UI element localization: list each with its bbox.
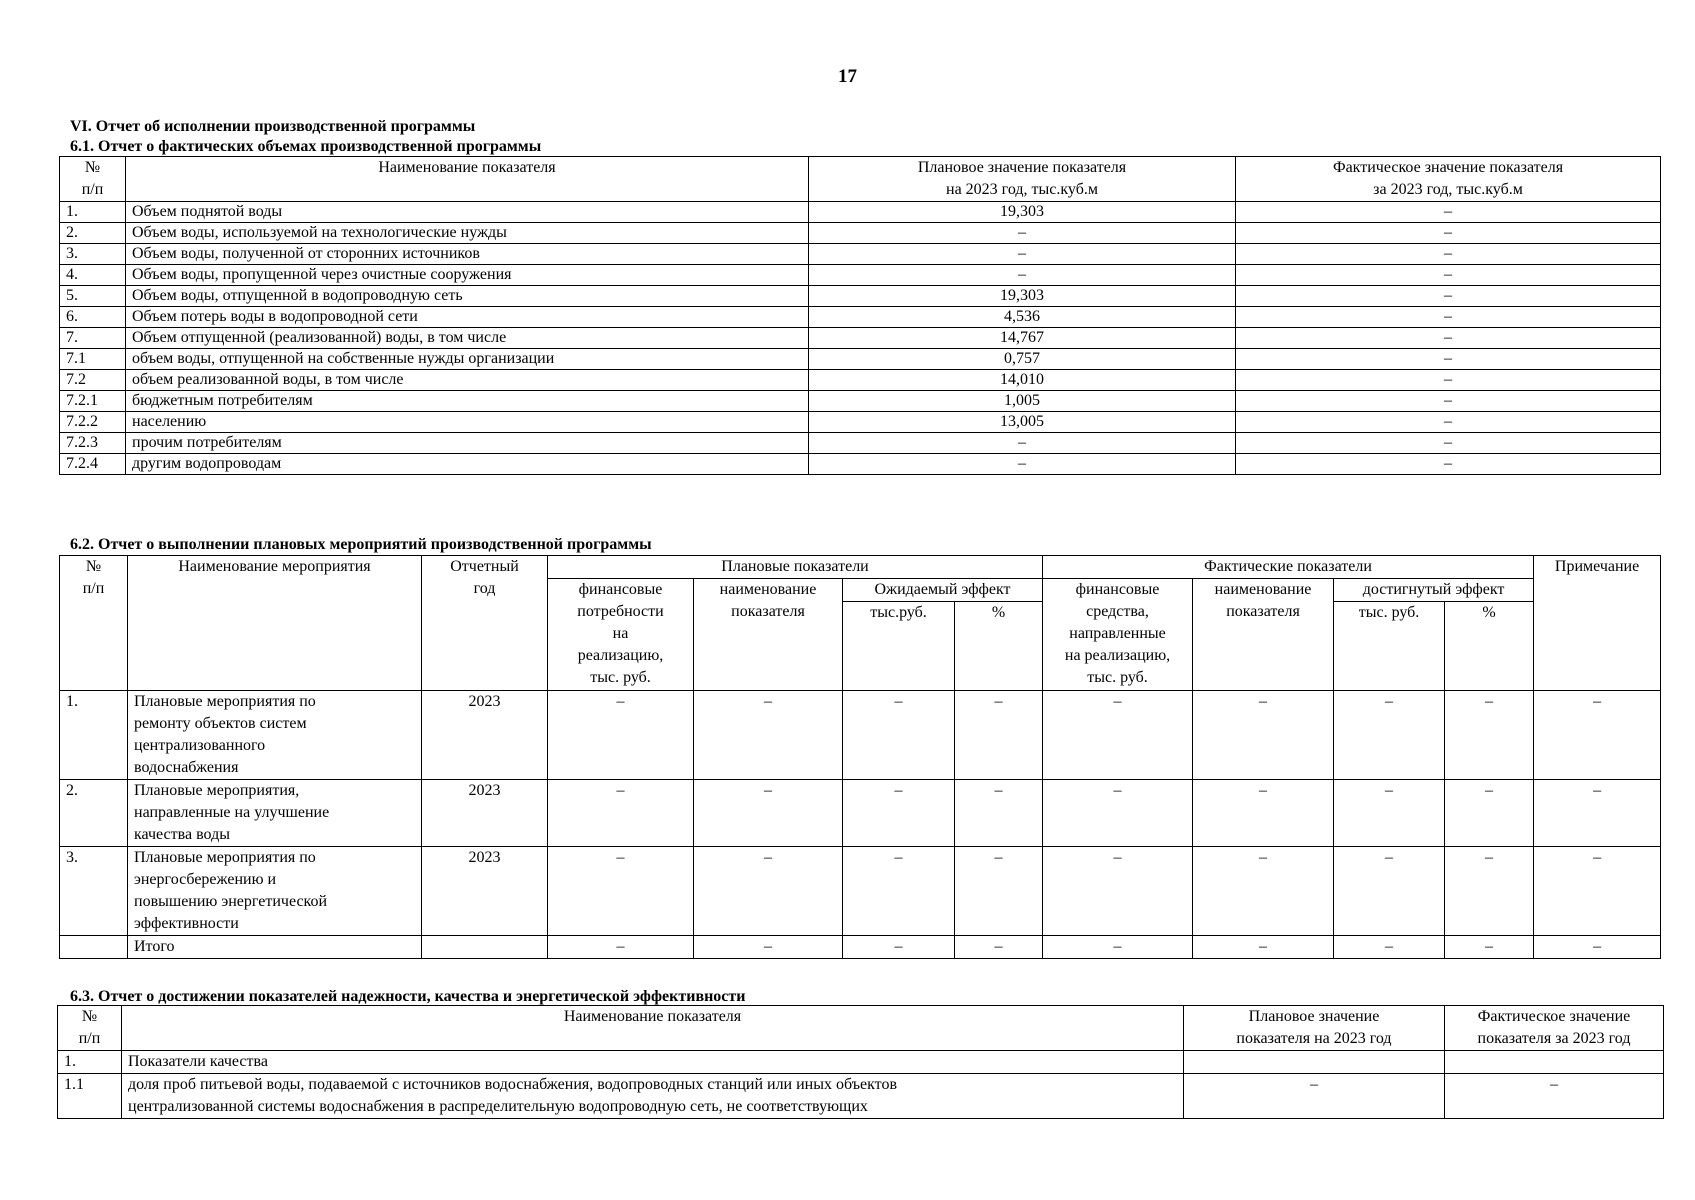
row-fact: – <box>1236 307 1661 328</box>
row-value: – <box>694 936 843 959</box>
table-row <box>60 223 1661 244</box>
header-fact-indicator: наименование показателя <box>1193 579 1334 691</box>
row-plan: 14,767 <box>809 328 1236 349</box>
row-plan: – <box>1184 1074 1445 1119</box>
row-fact: – <box>1236 370 1661 391</box>
row-plan: 0,757 <box>809 349 1236 370</box>
row-value: – <box>1334 691 1445 780</box>
row-name: Объем отпущенной (реализованной) воды, в том числе <box>126 328 809 349</box>
row-value: – <box>1043 780 1193 847</box>
header-plan-value: Плановое значение показателя на 2023 год, тыс.куб.м <box>809 157 1236 202</box>
row-num: 2. <box>60 223 126 244</box>
table-row <box>60 391 1661 412</box>
row-fact: – <box>1236 391 1661 412</box>
header-plan-financing: финансовые потребности на реализацию, тыс. руб. <box>548 579 694 691</box>
table-row <box>60 370 1661 391</box>
table-row <box>60 780 1661 847</box>
row-value: – <box>1043 936 1193 959</box>
row-num: 7.2 <box>60 370 126 391</box>
row-fact: – <box>1236 349 1661 370</box>
row-name: объем воды, отпущенной на собственные нужды организации <box>126 349 809 370</box>
row-fact: – <box>1236 265 1661 286</box>
row-name: Объем воды, полученной от сторонних источников <box>126 244 809 265</box>
row-value: – <box>955 780 1043 847</box>
row-name: Объем потерь воды в водопроводной сети <box>126 307 809 328</box>
row-num: 7.1 <box>60 349 126 370</box>
row-value: – <box>1334 847 1445 936</box>
header-fact-value: Фактическое значение показателя за 2023 год, тыс.куб.м <box>1236 157 1661 202</box>
row-plan: – <box>809 244 1236 265</box>
row-fact: – <box>1236 433 1661 454</box>
row-num: 1.1 <box>58 1074 122 1119</box>
row-value: – <box>1193 691 1334 780</box>
header-achieved-pct: % <box>1445 602 1534 691</box>
row-fact: – <box>1236 454 1661 475</box>
row-fact: – <box>1236 286 1661 307</box>
table-row <box>60 691 1661 780</box>
subsection-title-6-1: 6.1. Отчет о фактических объемах производственной программы <box>70 138 542 155</box>
row-plan: 13,005 <box>809 412 1236 433</box>
table-row-total <box>60 936 1661 959</box>
row-num: 4. <box>60 265 126 286</box>
header-expected-rub: тыс.руб. <box>843 602 955 691</box>
header-plan-group: Плановые показатели <box>548 556 1043 579</box>
table-production-volumes <box>59 156 1661 475</box>
row-value: – <box>548 780 694 847</box>
row-name: доля проб питьевой воды, подаваемой с источников водоснабжения, водопроводных станций или иных объектов централизованной системы водоснабжения в распределительную водопроводную сеть, не соответствующих <box>122 1074 1184 1119</box>
table-planned-measures <box>59 555 1661 959</box>
header-num: № п/п <box>60 556 128 691</box>
row-value: – <box>1334 780 1445 847</box>
row-plan: 19,303 <box>809 286 1236 307</box>
row-name: бюджетным потребителям <box>126 391 809 412</box>
row-value: – <box>843 780 955 847</box>
row-value: – <box>1534 691 1661 780</box>
row-value: – <box>1445 847 1534 936</box>
row-value: – <box>694 691 843 780</box>
row-num: 1. <box>60 202 126 223</box>
row-name: населению <box>126 412 809 433</box>
row-value: – <box>1043 691 1193 780</box>
table-row <box>60 412 1661 433</box>
table-row <box>60 244 1661 265</box>
header-fact-group: Фактические показатели <box>1043 556 1534 579</box>
row-value: – <box>1193 936 1334 959</box>
row-value: – <box>1534 780 1661 847</box>
header-indicator-name: Наименование показателя <box>122 1006 1184 1051</box>
row-name: Плановые мероприятия по энергосбережению и повышению энергетической эффективности <box>128 847 422 936</box>
header-expected-effect: Ожидаемый эффект <box>843 579 1043 602</box>
header-fact-financing: финансовые средства, направленные на реализацию, тыс. руб. <box>1043 579 1193 691</box>
row-name: Объем воды, используемой на технологические нужды <box>126 223 809 244</box>
row-num: 7.2.2 <box>60 412 126 433</box>
header-num: № п/п <box>58 1006 122 1051</box>
row-fact: – <box>1445 1074 1664 1119</box>
row-plan: – <box>809 433 1236 454</box>
row-name: объем реализованной воды, в том числе <box>126 370 809 391</box>
table-row <box>58 1074 1664 1119</box>
row-num: 1. <box>58 1051 122 1074</box>
table-row <box>60 454 1661 475</box>
table-row <box>60 847 1661 936</box>
row-year: 2023 <box>422 780 548 847</box>
row-name: другим водопроводам <box>126 454 809 475</box>
row-value: – <box>1534 936 1661 959</box>
row-fact: – <box>1236 328 1661 349</box>
row-value: – <box>1334 936 1445 959</box>
row-num: 7.2.1 <box>60 391 126 412</box>
table-row <box>60 265 1661 286</box>
row-value: – <box>1193 847 1334 936</box>
row-name: Плановые мероприятия, направленные на улучшение качества воды <box>128 780 422 847</box>
row-num: 7. <box>60 328 126 349</box>
row-plan: – <box>809 223 1236 244</box>
row-plan: 14,010 <box>809 370 1236 391</box>
row-name: прочим потребителям <box>126 433 809 454</box>
header-expected-pct: % <box>955 602 1043 691</box>
header-indicator-name: Наименование показателя <box>126 157 809 202</box>
row-year: 2023 <box>422 847 548 936</box>
row-name: Плановые мероприятия по ремонту объектов систем централизованного водоснабжения <box>128 691 422 780</box>
row-value: – <box>843 936 955 959</box>
row-plan: 1,005 <box>809 391 1236 412</box>
row-fact: – <box>1236 202 1661 223</box>
row-value: – <box>1043 847 1193 936</box>
header-num: № п/п <box>60 157 126 202</box>
table-row <box>60 349 1661 370</box>
header-plan-indicator: наименование показателя <box>694 579 843 691</box>
row-value: – <box>1193 780 1334 847</box>
row-value: – <box>1445 691 1534 780</box>
row-plan: – <box>809 265 1236 286</box>
row-plan: – <box>809 454 1236 475</box>
row-plan <box>1184 1051 1445 1074</box>
table-row <box>60 202 1661 223</box>
row-value: – <box>548 847 694 936</box>
table-row <box>60 433 1661 454</box>
table-row-group <box>58 1051 1664 1074</box>
row-num: 3. <box>60 244 126 265</box>
row-fact <box>1445 1051 1664 1074</box>
row-name: Итого <box>128 936 422 959</box>
row-name: Объем воды, отпущенной в водопроводную сеть <box>126 286 809 307</box>
row-value: – <box>843 847 955 936</box>
row-name: Показатели качества <box>122 1051 1184 1074</box>
row-value: – <box>548 691 694 780</box>
header-plan-value: Плановое значение показателя на 2023 год <box>1184 1006 1445 1051</box>
row-num: 7.2.3 <box>60 433 126 454</box>
row-num: 5. <box>60 286 126 307</box>
table-row <box>60 307 1661 328</box>
subsection-title-6-3: 6.3. Отчет о достижении показателей надежности, качества и энергетической эффективности <box>70 988 746 1005</box>
header-achieved-effect: достигнутый эффект <box>1334 579 1534 602</box>
row-num: 2. <box>60 780 128 847</box>
row-value: – <box>1445 936 1534 959</box>
row-value: – <box>1534 847 1661 936</box>
section-title: VI. Отчет об исполнении производственной программы <box>70 118 476 135</box>
row-value: – <box>955 847 1043 936</box>
header-achieved-rub: тыс. руб. <box>1334 602 1445 691</box>
row-value: – <box>843 691 955 780</box>
row-num: 7.2.4 <box>60 454 126 475</box>
header-fact-value: Фактическое значение показателя за 2023 год <box>1445 1006 1664 1051</box>
page-number: 17 <box>838 66 857 87</box>
table-row <box>60 286 1661 307</box>
table-row <box>60 328 1661 349</box>
row-year <box>422 936 548 959</box>
header-measure-name: Наименование мероприятия <box>128 556 422 691</box>
row-fact: – <box>1236 244 1661 265</box>
row-fact: – <box>1236 223 1661 244</box>
row-plan: 4,536 <box>809 307 1236 328</box>
row-fact: – <box>1236 412 1661 433</box>
row-value: – <box>955 691 1043 780</box>
row-name: Объем воды, пропущенной через очистные сооружения <box>126 265 809 286</box>
row-value: – <box>548 936 694 959</box>
subsection-title-6-2: 6.2. Отчет о выполнении плановых мероприятий производственной программы <box>70 536 652 553</box>
row-name: Объем поднятой воды <box>126 202 809 223</box>
row-value: – <box>955 936 1043 959</box>
table-reliability-indicators <box>57 1005 1664 1119</box>
header-report-year: Отчетный год <box>422 556 548 691</box>
row-value: – <box>694 780 843 847</box>
header-note: Примечание <box>1534 556 1661 691</box>
row-value: – <box>1445 780 1534 847</box>
row-num <box>60 936 128 959</box>
row-num: 3. <box>60 847 128 936</box>
row-plan: 19,303 <box>809 202 1236 223</box>
row-num: 6. <box>60 307 126 328</box>
row-value: – <box>694 847 843 936</box>
row-year: 2023 <box>422 691 548 780</box>
row-num: 1. <box>60 691 128 780</box>
